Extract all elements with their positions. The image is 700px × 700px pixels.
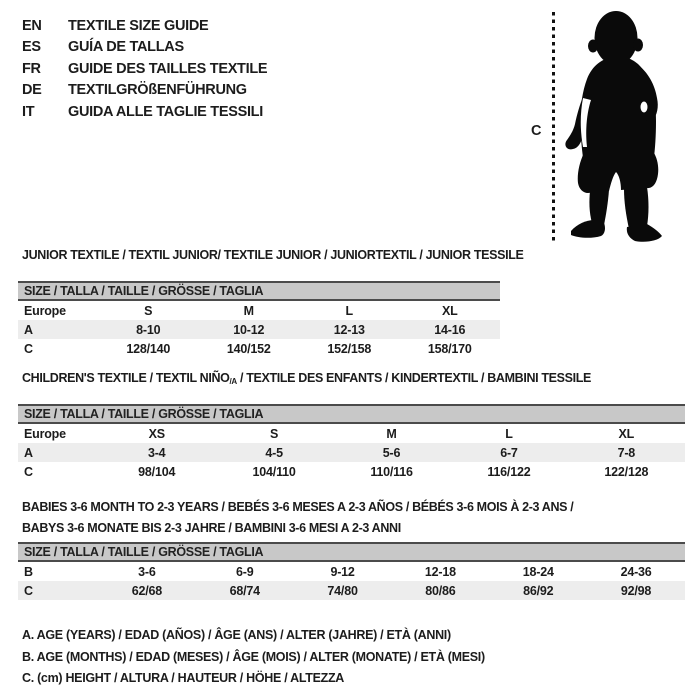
table-row-height: [18, 339, 500, 358]
row-label: A: [24, 322, 33, 337]
size-header-bar: SIZE / TALLA / TAILLE / GRÖSSE / TAGLIA: [18, 542, 685, 562]
language-title: GUIDA ALLE TAGLIE TESSILI: [68, 103, 263, 120]
size-cell: 140/152: [226, 341, 271, 356]
size-cell: 14-16: [434, 322, 466, 337]
size-cell: 24-36: [620, 564, 652, 579]
size-cell: 12-13: [333, 322, 365, 337]
size-cell: 104/110: [252, 464, 296, 479]
size-cell: 122/128: [604, 464, 649, 479]
size-header-bar: SIZE / TALLA / TAILLE / GRÖSSE / TAGLIA: [18, 281, 500, 301]
heading-subscript: /A: [229, 377, 237, 386]
language-title: GUÍA DE TALLAS: [68, 39, 184, 56]
row-label: Europe: [24, 426, 66, 441]
size-cell: XS: [148, 426, 165, 441]
language-row-en: [22, 15, 267, 37]
table-row-months: [18, 562, 685, 581]
language-code: FR: [22, 60, 41, 77]
table-row-age: [18, 320, 500, 339]
size-cell: 158/170: [427, 341, 472, 356]
size-cell: 116/122: [487, 464, 531, 479]
language-code: ES: [22, 39, 41, 56]
language-title: TEXTILGRÖßENFÜHRUNG: [68, 82, 247, 99]
language-list: [22, 15, 267, 123]
size-cell: 8-10: [136, 322, 161, 337]
measure-label-c: C: [531, 123, 542, 139]
row-label: B: [24, 564, 33, 579]
footnote-c: C. (cm) HEIGHT / ALTURA / HAUTEUR / HÖHE / ALTEZZA: [22, 671, 345, 685]
row-label: A: [24, 445, 33, 460]
size-cell: 4-5: [265, 445, 283, 460]
size-cell: 10-12: [233, 322, 265, 337]
heading-text: / TEXTILE DES ENFANTS / KINDERTEXTIL / BAMBINI TESSILE: [236, 371, 592, 385]
section-heading-junior: JUNIOR TEXTILE / TEXTIL JUNIOR/ TEXTILE JUNIOR / JUNIORTEXTIL / JUNIOR TESSILE: [22, 248, 524, 262]
size-cell: 74/80: [327, 583, 358, 598]
size-cell: S: [144, 303, 153, 318]
size-cell: L: [345, 303, 353, 318]
language-row-es: [22, 37, 267, 59]
language-title: GUIDE DES TAILLES TEXTILE: [68, 60, 268, 77]
row-label: C: [24, 464, 33, 479]
language-row-fr: [22, 58, 267, 80]
size-cell: 80/86: [425, 583, 456, 598]
size-cell: M: [386, 426, 397, 441]
size-cell: L: [505, 426, 513, 441]
table-row-europe: [18, 424, 685, 443]
size-cell: 68/74: [229, 583, 260, 598]
size-cell: 6-9: [236, 564, 254, 579]
table-row-europe: [18, 301, 500, 320]
table-row-age: [18, 443, 685, 462]
size-cell: M: [243, 303, 254, 318]
junior-size-table: [18, 281, 500, 358]
size-cell: 12-18: [424, 564, 456, 579]
language-code: IT: [22, 103, 35, 120]
size-cell: 3-6: [138, 564, 156, 579]
toddler-silhouette-icon: [557, 6, 697, 248]
heading-line-2: BABYS 3-6 MONATE BIS 2-3 JAHRE / BAMBINI 3-6 MESI A 2-3 ANNI: [22, 521, 401, 535]
table-row-height: [18, 581, 685, 600]
heading-line-1: BABIES 3-6 MONTH TO 2-3 YEARS / BEBÉS 3-6 MESES A 2-3 AÑOS / BÉBÉS 3-6 MOIS À 2-3 ANS /: [22, 500, 574, 514]
heading-text: CHILDREN'S TEXTILE / TEXTIL NIÑO: [22, 371, 230, 385]
language-code: DE: [22, 82, 42, 99]
row-label: C: [24, 583, 33, 598]
section-heading-children: [22, 371, 591, 386]
language-row-it: [22, 101, 267, 123]
footnotes: [22, 625, 485, 690]
size-cell: 128/140: [126, 341, 171, 356]
row-label: C: [24, 341, 33, 356]
size-cell: 98/104: [138, 464, 176, 479]
language-code: EN: [22, 17, 42, 34]
size-cell: 5-6: [382, 445, 401, 460]
height-dotted-line: [552, 12, 555, 244]
size-cell: 86/92: [523, 583, 554, 598]
size-cell: 6-7: [500, 445, 518, 460]
table-row-height: [18, 462, 685, 481]
size-header-bar: SIZE / TALLA / TAILLE / GRÖSSE / TAGLIA: [18, 404, 685, 424]
size-cell: 7-8: [617, 445, 636, 460]
children-size-table: [18, 404, 685, 481]
row-label: Europe: [24, 303, 66, 318]
size-cell: 9-12: [330, 564, 355, 579]
size-cell: XL: [441, 303, 458, 318]
language-title: TEXTILE SIZE GUIDE: [68, 17, 209, 34]
footnote-a: A. AGE (YEARS) / EDAD (AÑOS) / ÂGE (ANS) / ALTER (JAHRE) / ETÀ (ANNI): [22, 628, 451, 642]
footnote-b: B. AGE (MONTHS) / EDAD (MESES) / ÂGE (MOIS) / ALTER (MONATE) / ETÀ (MESI): [22, 649, 485, 664]
babies-size-table: [18, 542, 685, 600]
size-cell: 62/68: [131, 583, 163, 598]
size-cell: 92/98: [620, 583, 652, 598]
size-cell: XL: [618, 426, 635, 441]
size-cell: 3-4: [147, 445, 166, 460]
language-row-de: [22, 80, 267, 102]
size-cell: S: [270, 426, 279, 441]
section-heading-babies: [22, 497, 573, 539]
size-cell: 110/116: [370, 464, 413, 479]
size-cell: 152/158: [327, 341, 372, 356]
size-cell: 18-24: [522, 564, 554, 579]
